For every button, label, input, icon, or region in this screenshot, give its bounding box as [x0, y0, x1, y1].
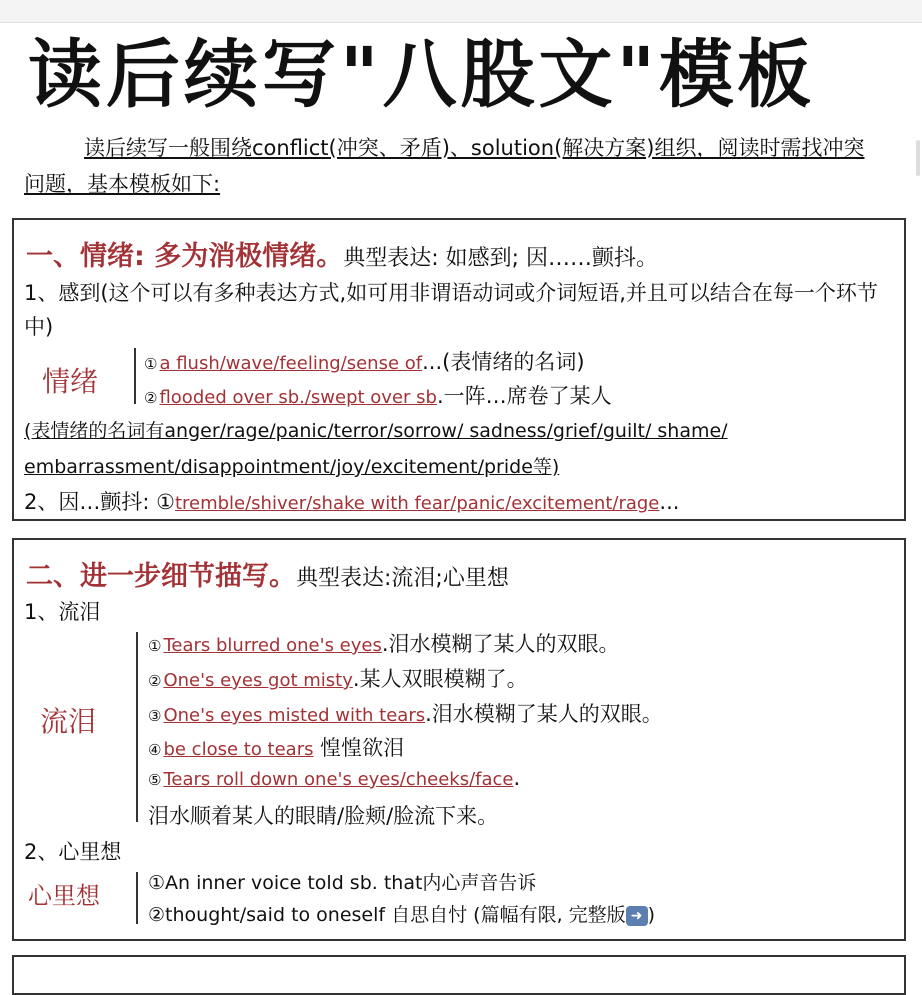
heading-rest: 典型表达:流泪;心里想: [296, 566, 509, 591]
list-item: [148, 698, 663, 728]
item-num: ②: [148, 672, 162, 690]
page-title: 读后续写"八股文"模板: [28, 32, 816, 118]
item-cn: 惶惶欲泪: [313, 736, 405, 760]
item-num: ⑤: [148, 771, 162, 789]
divider: [134, 348, 136, 404]
item-en: flooded over sb./swept over sb: [159, 387, 437, 408]
side-label-emotion: 情绪: [42, 365, 99, 398]
item-cn: .某人双眼模糊了。: [352, 667, 528, 691]
item-cn: .: [513, 766, 521, 790]
list-item: ①An inner voice told sb. that内心声音告诉: [148, 872, 537, 894]
side-label-thoughts: 心里想: [28, 882, 100, 910]
intro-body: 读后续写一般围绕conflict(冲突、矛盾)、solution(解决方案)组织，阅读时需找冲突问题，基本模板如下:: [24, 136, 865, 196]
list-item: [148, 766, 520, 790]
divider: [136, 632, 138, 822]
list-item: [148, 663, 528, 693]
item-en: Tears roll down one's eyes/cheeks/face: [163, 769, 514, 790]
item-cn: .一阵…席卷了某人: [436, 384, 612, 408]
item-num: ④: [148, 741, 162, 759]
item-en: One's eyes got misty: [163, 670, 353, 691]
item-en: Tears blurred one's eyes: [163, 635, 382, 656]
section-emotion: [12, 218, 906, 521]
point-2: [24, 486, 679, 516]
section2-heading: [26, 554, 509, 593]
side-label-tears: 流泪: [40, 705, 97, 738]
item-cn: .泪水模糊了某人的双眼。: [425, 702, 663, 726]
item-num: ③: [148, 707, 162, 725]
list-item: [148, 628, 620, 658]
section-detail: [12, 538, 906, 941]
item-en: be close to tears: [163, 739, 314, 760]
divider: [136, 872, 138, 924]
arrow-right-icon: ➜: [626, 906, 648, 926]
list-item: [148, 732, 404, 762]
section1-heading: [26, 234, 658, 273]
item-num: ②: [144, 389, 158, 407]
item-end: ): [647, 904, 656, 926]
tears-cn-5: 泪水顺着某人的眼睛/脸颊/脸流下来。: [148, 804, 499, 828]
nouns-line-1: (表情绪的名词有anger/rage/panic/terror/sorrow/ sadness/grief/guilt/ shame/: [24, 420, 728, 442]
heading-red: 一、情绪: 多为消极情绪。: [26, 241, 344, 272]
item-num: ①: [148, 637, 162, 655]
intro-text: [24, 130, 884, 202]
section-next: [12, 955, 906, 995]
point2-suffix: ...: [659, 490, 680, 514]
point2-en: tremble/shiver/shake with fear/panic/excitement/rage: [174, 493, 660, 514]
point-2: 2、心里想: [24, 840, 122, 864]
point2-prefix: 2、因…颤抖: ①: [24, 490, 175, 514]
point-1: 1、流泪: [24, 600, 101, 624]
list-item: [144, 346, 585, 376]
heading-rest: 典型表达: 如感到; 因……颤抖。: [343, 246, 659, 271]
list-item: [144, 380, 612, 410]
scrollbar[interactable]: [916, 140, 920, 176]
item-cn: .泪水模糊了某人的双眼。: [381, 632, 620, 656]
point-1: 1、感到(这个可以有多种表达方式,如可用非谓语动词或介词短语,并且可以结合在每一个环节中): [24, 281, 878, 339]
item-cn: ...(表情绪的名词): [422, 350, 585, 374]
top-bar: [0, 0, 922, 23]
item-en: One's eyes misted with tears: [163, 705, 426, 726]
item-en: a flush/wave/feeling/sense of: [159, 353, 423, 374]
nouns-line-2: embarrassment/disappointment/joy/excitement/pride等): [24, 456, 560, 478]
item-num: ①: [144, 355, 158, 373]
list-item: [148, 900, 655, 927]
item-text: ②thought/said to oneself 自思自忖 (篇幅有限, 完整版: [148, 904, 626, 926]
heading-red: 二、进一步细节描写。: [26, 561, 296, 592]
